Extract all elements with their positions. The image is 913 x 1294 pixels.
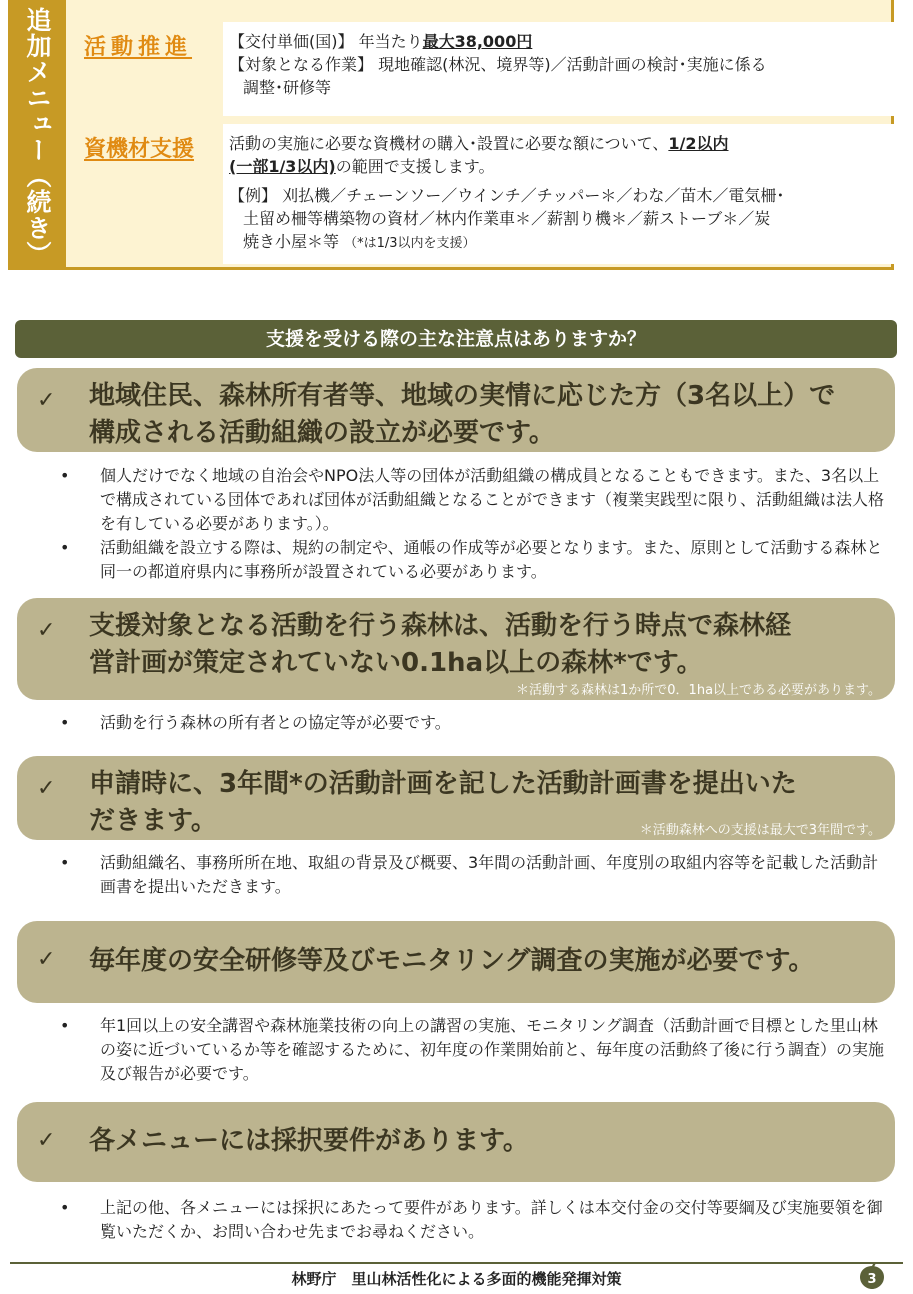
footer-divider — [10, 1262, 903, 1264]
example-line-3 — [229, 230, 887, 255]
example-line-3-text: 焼き小屋＊等 — [243, 232, 340, 251]
point-heading-5: 各メニューには採択要件があります。 — [89, 1126, 529, 1156]
point-heading-1-line-1: 地域住民、森林所有者等、地域の実情に応じた方（3名以上）で — [89, 381, 836, 411]
point-heading-1-line-2: 構成される活動組織の設立が必要です。 — [89, 418, 555, 448]
bullet-text: 活動を行う森林の所有者との協定等が必要です。 — [100, 713, 451, 732]
point-note-2: ＊活動する森林は1か所で0．1ha以上である必要があります。 — [516, 683, 881, 698]
rate-line — [229, 30, 887, 53]
desc-prefix: 活動の実施に必要な資機材の購入･設置に必要な額について、 — [229, 134, 669, 153]
point-heading-2-line-1: 支援対象となる活動を行う森林は、活動を行う時点で森林経 — [89, 611, 792, 641]
point-heading-2-line-2: 営計画が策定されていない0.1ha以上の森林*です。 — [89, 648, 703, 678]
point-heading-1 — [89, 378, 879, 452]
point-callout-3 — [17, 756, 895, 840]
page-number: 3 — [867, 1272, 877, 1287]
rate-value: 最大38,000円 — [422, 32, 533, 51]
example-note: （*は1/3以内を支援） — [344, 236, 476, 251]
point-bullets-2 — [60, 711, 885, 735]
example-line-1: 【例】 刈払機／チェーンソー／ウインチ／チッパー＊／わな／苗木／電気柵･ — [229, 186, 785, 205]
section-title: 支援を受ける際の主な注意点はありますか？ — [15, 320, 897, 358]
additional-menu-side-label: 追加メニュー（続き） — [8, 0, 66, 270]
bullet-text: 年1回以上の安全講習や森林施業技術の向上の講習の実施、モニタリング調査（活動計画で目標とした里山林の姿に近づいているか等を確認するために、初年度の作業開始前と、毎年度の活動終了後に行う調査）の実施及び報告が必要です。 — [100, 1016, 885, 1083]
desc-bold-1: 1/2以内 — [668, 134, 729, 153]
menu-name-shikizai-shien: 資機材支援 — [84, 137, 195, 162]
point-heading-3-line-1: 申請時に、3年間*の活動計画を記した活動計画書を提出いた — [89, 769, 797, 799]
point-bullets-4 — [60, 1014, 885, 1086]
check-icon: ✓ — [37, 618, 56, 643]
point-callout-2 — [17, 598, 895, 700]
menu-detail-katsudo-suishin — [223, 22, 895, 116]
target-line-2: 調整･研修等 — [243, 78, 332, 97]
bullet-icon: • — [60, 713, 70, 732]
bullet-icon: • — [60, 1198, 70, 1217]
list-item — [60, 464, 885, 536]
point-bullets-3 — [60, 851, 885, 899]
acorn-icon — [858, 1262, 886, 1290]
menu-detail-shikizai-shien — [223, 124, 895, 264]
point-callout-5 — [17, 1102, 895, 1182]
point-heading-3-line-2: だきます。 — [89, 806, 217, 836]
bullet-icon: • — [60, 538, 70, 557]
menu-name-katsudo-suishin: 活動推進 — [84, 35, 193, 60]
point-heading-2 — [89, 608, 879, 682]
bullet-text: 上記の他、各メニューには採択にあたって要件があります。詳しくは本交付金の交付等要綱及び実施要領を御覧いただくか、お問い合わせ先までお尋ねください。 — [100, 1198, 883, 1241]
desc-line — [229, 132, 887, 178]
example-line-2: 土留め柵等構築物の資材／林内作業車＊／薪割り機＊／薪ストーブ＊／炭 — [243, 209, 771, 228]
bullet-text: 個人だけでなく地域の自治会やNPO法人等の団体が活動組織の構成員となることもできます。また、3名以上で構成されている団体であれば団体が活動組織となることができます（複業実践型に限り、活動組織は法人格を有している必要があります。）。 — [100, 466, 885, 533]
list-item — [60, 1014, 885, 1086]
check-icon: ✓ — [37, 776, 56, 801]
point-callout-4 — [17, 921, 895, 1003]
check-icon: ✓ — [37, 947, 56, 972]
point-callout-1 — [17, 368, 895, 452]
footer-text: 林野庁 里山林活性化による多面的機能発揮対策 — [291, 1270, 622, 1288]
point-note-3: ＊活動森林への支援は最大で3年間です。 — [639, 823, 881, 838]
check-icon: ✓ — [37, 1128, 56, 1153]
bullet-icon: • — [60, 853, 70, 872]
list-item — [60, 536, 885, 584]
bullet-text: 活動組織名、事務所所在地、取組の背景及び概要、3年間の活動計画、年度別の取組内容等を記載した活動計画書を提出いただきます。 — [100, 853, 879, 896]
list-item — [60, 851, 885, 899]
menu-row-katsudo-suishin — [70, 22, 895, 116]
bullet-icon: • — [60, 466, 70, 485]
menu-row-shikizai-shien — [70, 124, 895, 264]
check-icon: ✓ — [37, 388, 56, 413]
bullet-icon: • — [60, 1016, 70, 1035]
point-bullets-1 — [60, 464, 885, 584]
list-item — [60, 1196, 885, 1244]
point-heading-4: 毎年度の安全研修等及びモニタリング調査の実施が必要です。 — [89, 946, 815, 976]
rate-prefix: 【交付単価(国)】 年当たり — [229, 32, 423, 51]
target-line-1: 【対象となる作業】 現地確認(林況、境界等)／活動計画の検討･実施に係る — [229, 55, 767, 74]
desc-suffix: の範囲で支援します。 — [335, 157, 495, 176]
bullet-text: 活動組織を設立する際は、規約の制定や、通帳の作成等が必要となります。また、原則として活動する森林と同一の都道府県内に事務所が設置されている必要があります。 — [100, 538, 883, 581]
list-item — [60, 711, 885, 735]
desc-bold-2: (一部1/3以内) — [229, 157, 336, 176]
point-bullets-5 — [60, 1196, 885, 1244]
